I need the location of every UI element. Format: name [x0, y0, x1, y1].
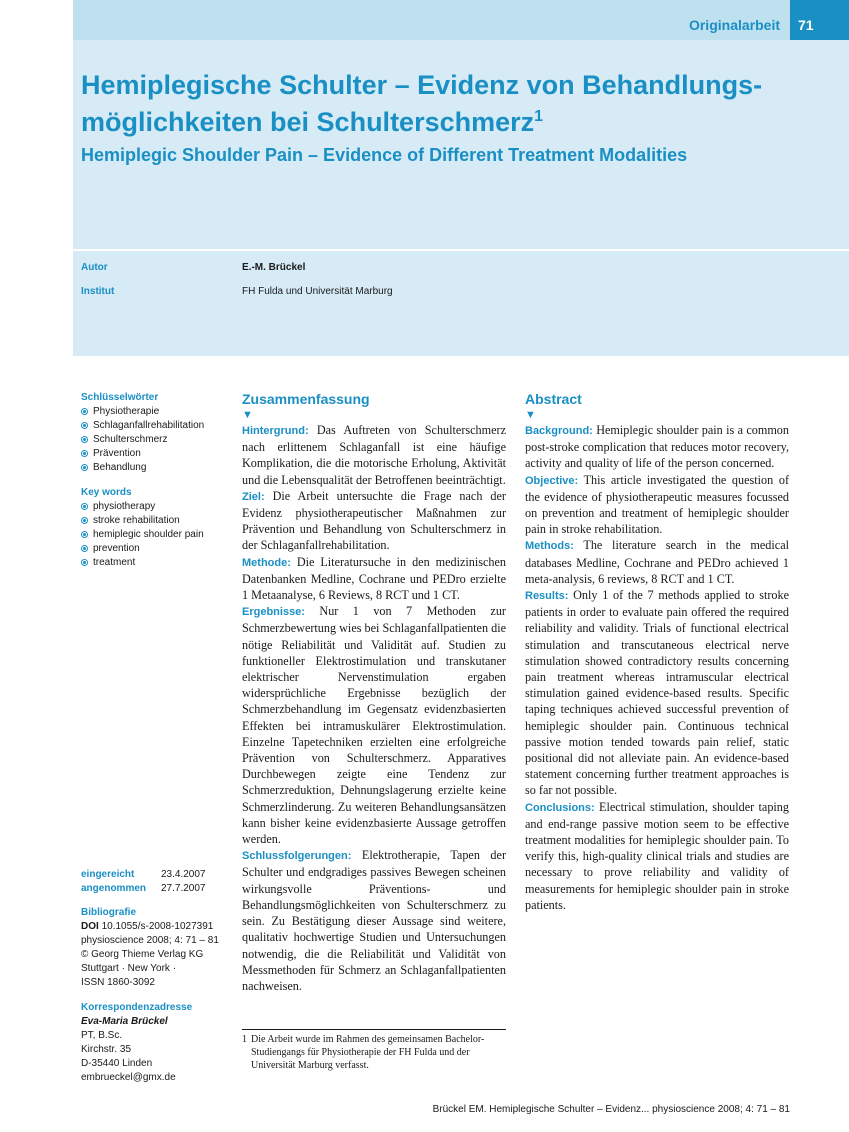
- correspondence-line: D-35440 Linden: [81, 1058, 153, 1069]
- correspondence-heading: Korrespondenzadresse: [81, 1002, 193, 1013]
- keyword-de-text: Schulterschmerz: [93, 434, 168, 445]
- triangle-down-icon: ▼: [242, 409, 253, 421]
- keywords-de-list: [81, 405, 231, 475]
- zusammenfassung-section-text: Die Arbeit untersuchte die Frage nach der Evidenz physiotherapeutischer Maßnahmen zur Prävention und Behandlung von Schulterschmerz in der Schlaganfallrehabilitation.: [242, 488, 506, 553]
- correspondence-line: embrueckel@gmx.de: [81, 1072, 176, 1083]
- keyword-en-text: stroke rehabilitation: [93, 515, 180, 526]
- page-footer-citation: Brückel EM. Hemiplegische Schulter – Evidenz... physioscience 2008; 4: 71 – 81: [432, 1104, 790, 1115]
- correspondence-block: [81, 1001, 231, 1085]
- zusammenfassung-section-label: Hintergrund:: [242, 425, 309, 437]
- keyword-de-item: [81, 433, 231, 447]
- abstract-section-paragraph: [525, 799, 789, 913]
- title-footnote-marker: 1: [534, 108, 544, 125]
- accepted-label: angenommen: [81, 883, 147, 894]
- zusammenfassung-section-label: Ergebnisse:: [242, 606, 305, 619]
- dates-block: [81, 868, 231, 896]
- bullet-icon: [81, 545, 88, 552]
- header-divider: [73, 249, 849, 251]
- copyright: © Georg Thieme Verlag KG: [81, 949, 204, 960]
- header-band: [73, 0, 849, 356]
- bibliography-heading: Bibliografie: [81, 907, 137, 918]
- zusammenfassung-section-text: Nur 1 von 7 Methoden zur Schmerzbewertung wies bei Schlaganfallpatienten die nötige Reliabilität und Validität auf. Studien zu funktioneller Elektrostimulation und transkutaner elektrischer Nervenstimulation ergaben widersprüchliche Ergebnisse bezüglich der Schmerzbehandlung im Gegensatz evidenzbasierten Effekten bei intramuskulärer Elektrostimulation. Einzelne Tapetechniken erzielten eine erfolgreiche Prävention von Schulterschmerz. Apparatives Durchbewegen zeigte eine Tendenz zur Schmerzreduktion, Dehnungslagerung erzielte keine Schmerzlinderung. Zu weiteren Behandlungsansätzen kann bisher keine evidenzbasierte Aussage getroffen werden.: [242, 604, 506, 847]
- keyword-en-item: [81, 514, 231, 528]
- bullet-icon: [81, 408, 88, 415]
- keyword-de-text: Prävention: [93, 448, 141, 459]
- bullet-icon: [81, 517, 88, 524]
- accepted-date: 27.7.2007: [161, 883, 206, 894]
- zusammenfassung-section-label: Schlussfolgerungen:: [242, 850, 352, 863]
- keyword-en-item: [81, 500, 231, 514]
- keyword-de-text: Schlaganfallrehabilitation: [93, 420, 205, 431]
- footnote-marker: 1: [242, 1034, 247, 1045]
- keyword-en-item: [81, 556, 231, 570]
- bibliography-block: [81, 906, 231, 990]
- keywords-de-heading: Schlüsselwörter: [81, 392, 159, 403]
- correspondence-address: [81, 1029, 231, 1085]
- author-name: E.-M. Brückel: [242, 262, 306, 273]
- zusammenfassung-section-paragraph: [242, 422, 506, 488]
- bullet-icon: [81, 559, 88, 566]
- title-line-1: Hemiplegische Schulter – Evidenz von Behandlungs-: [81, 70, 763, 100]
- zusammenfassung-section-paragraph: [242, 554, 506, 604]
- article-title: [81, 70, 801, 138]
- correspondence-name: Eva-Maria Brückel: [81, 1016, 168, 1027]
- keyword-de-text: Physiotherapie: [93, 406, 160, 417]
- abstract-section-text: This article investigated the question of the evidence of physiotherapeutic measures focussed on prevention and treatment of hemiplegic shoulder pain in stroke rehabilitation.: [525, 472, 789, 537]
- abstract-section-paragraph: [525, 472, 789, 538]
- keyword-en-text: physiotherapy: [93, 501, 156, 512]
- triangle-down-icon: ▼: [525, 409, 536, 421]
- doi-label: DOI: [81, 921, 99, 932]
- publisher-place: Stuttgart · New York ·: [81, 963, 177, 974]
- abstract-section-label: Results:: [525, 590, 569, 603]
- keyword-de-item: [81, 447, 231, 461]
- keywords-en-block: [81, 486, 231, 570]
- keyword-en-item: [81, 528, 231, 542]
- keywords-de-block: [81, 391, 231, 475]
- zusammenfassung-section-label: Ziel:: [242, 490, 265, 503]
- keyword-en-text: treatment: [93, 557, 136, 568]
- article-subtitle: Hemiplegic Shoulder Pain – Evidence of Different Treatment Modalities: [81, 145, 688, 165]
- zusammenfassung-heading: Zusammenfassung: [242, 391, 370, 407]
- keywords-en-heading: Key words: [81, 487, 132, 498]
- abstract-section-label: Methods:: [525, 540, 574, 553]
- page-number: 71: [790, 0, 849, 40]
- author-label: Autor: [81, 262, 108, 273]
- keyword-en-item: [81, 542, 231, 556]
- zusammenfassung-section-label: Methode:: [242, 556, 291, 569]
- footnote-rule: [242, 1029, 506, 1030]
- footnote-text: Die Arbeit wurde im Rahmen des gemeinsamen Bachelor-Studiengangs für Physiotherapie der FH Fulda und der Universität Marburg verfasst.: [251, 1034, 485, 1071]
- abstract-section-label: Objective:: [525, 474, 579, 487]
- bullet-icon: [81, 422, 88, 429]
- keywords-en-list: [81, 500, 231, 570]
- abstract-section-label: Conclusions:: [525, 801, 595, 814]
- bullet-icon: [81, 450, 88, 457]
- keyword-en-text: hemiplegic shoulder pain: [93, 529, 204, 540]
- section-label: Originalarbeit: [688, 17, 780, 33]
- abstract-column: [525, 390, 789, 913]
- keyword-de-text: Behandlung: [93, 462, 147, 473]
- issn: ISSN 1860-3092: [81, 977, 155, 988]
- title-line-2: möglichkeiten bei Schulterschmerz: [81, 107, 535, 137]
- received-label: eingereicht: [81, 869, 135, 880]
- zusammenfassung-section-text: Das Auftreten von Schulterschmerz nach erlittenem Schlaganfall ist eine häufige Komplikation, die die motorische Erholung, Aktivität und die Lebensqualität der Betroffenen beeinträchtigt.: [242, 423, 506, 487]
- abstract-heading: Abstract: [525, 391, 582, 407]
- zusammenfassung-section-paragraph: [242, 488, 506, 554]
- zusammenfassung-section-paragraph: [242, 847, 506, 994]
- abstract-section-label: Background:: [525, 425, 593, 437]
- received-date: 23.4.2007: [161, 869, 206, 880]
- doi-value: 10.1055/s-2008-1027391: [101, 921, 214, 932]
- zusammenfassung-column: [242, 390, 506, 994]
- bullet-icon: [81, 503, 88, 510]
- footnote: [242, 1033, 506, 1072]
- abstract-section-paragraph: [525, 422, 789, 472]
- institute-label: Institut: [81, 286, 115, 297]
- zusammenfassung-section-text: Die Literatursuche in den medizinischen Datenbanken Medline, Cochrane und PEDro erzielte 1 Metaanalyse, 6 Reviews, 8 RCT und 1 CT.: [242, 554, 506, 603]
- zusammenfassung-body: [242, 422, 506, 994]
- abstract-section-text: The literature search in the medical databases Medline, Cochrane and PEDro achieved 1 meta-analysis, 6 reviews, 8 RCT and 1 CT.: [525, 538, 789, 586]
- correspondence-line: Kirchstr. 35: [81, 1044, 132, 1055]
- bullet-icon: [81, 531, 88, 538]
- citation: physioscience 2008; 4: 71 – 81: [81, 935, 219, 946]
- institute-name: FH Fulda und Universität Marburg: [242, 286, 393, 297]
- correspondence-line: PT, B.Sc.: [81, 1030, 123, 1041]
- bullet-icon: [81, 464, 88, 471]
- keyword-de-item: [81, 419, 231, 433]
- keyword-de-item: [81, 461, 231, 475]
- zusammenfassung-section-text: Elektrotherapie, Tapen der Schulter und endgradiges passives Bewegen scheinen wirkungsvolle Präventions- und Behandlungsmöglichkeiten von Schulterschmerz zu sein. Zu Bestätigung dieser Aussage sind weitere, qualitativ hochwertige Studien und Untersuchungen notwendig, die die Reliabilität und Validität von Messmethoden für Schmerz an Schlaganfallpatienten nachweisen.: [242, 848, 506, 993]
- abstract-section-text: Only 1 of the 7 methods applied to stroke patients in order to evaluate pain offered the required reliability and validity. Trials of functional electrical stimulation and transcutaneous electrical nerve stimulation showed contradictory results concerning pain treatment whereas intramuscular electrical stimulation gained evidence-based results. Specific taping techniques achieved successful prevention of hemiplegic shoulder pain. Continuous technical passive motion tended towards pain relief, static positional did not alleviate pain. An evidence-based statement concerning further treatment approaches is so far not possible.: [525, 588, 789, 798]
- bullet-icon: [81, 436, 88, 443]
- abstract-section-paragraph: [525, 537, 789, 587]
- abstract-body: [525, 422, 789, 913]
- abstract-section-paragraph: [525, 587, 789, 799]
- keyword-en-text: prevention: [93, 543, 140, 554]
- abstract-section-text: Hemiplegic shoulder pain is a common post-stroke complication that reduces motor recovery, activity and quality of life of the person concerned.: [525, 423, 789, 471]
- zusammenfassung-section-paragraph: [242, 603, 506, 847]
- keyword-de-item: [81, 405, 231, 419]
- abstract-section-text: Electrical stimulation, shoulder taping and end-range passive motion seem to be effective treatment modalities for hemiplegic shoulder pain. To verify this, high-quality clinical trials and studies are necessary to prove reliability and validity of measurements for hemiplegic shoulder pain in stroke patients.: [525, 799, 789, 912]
